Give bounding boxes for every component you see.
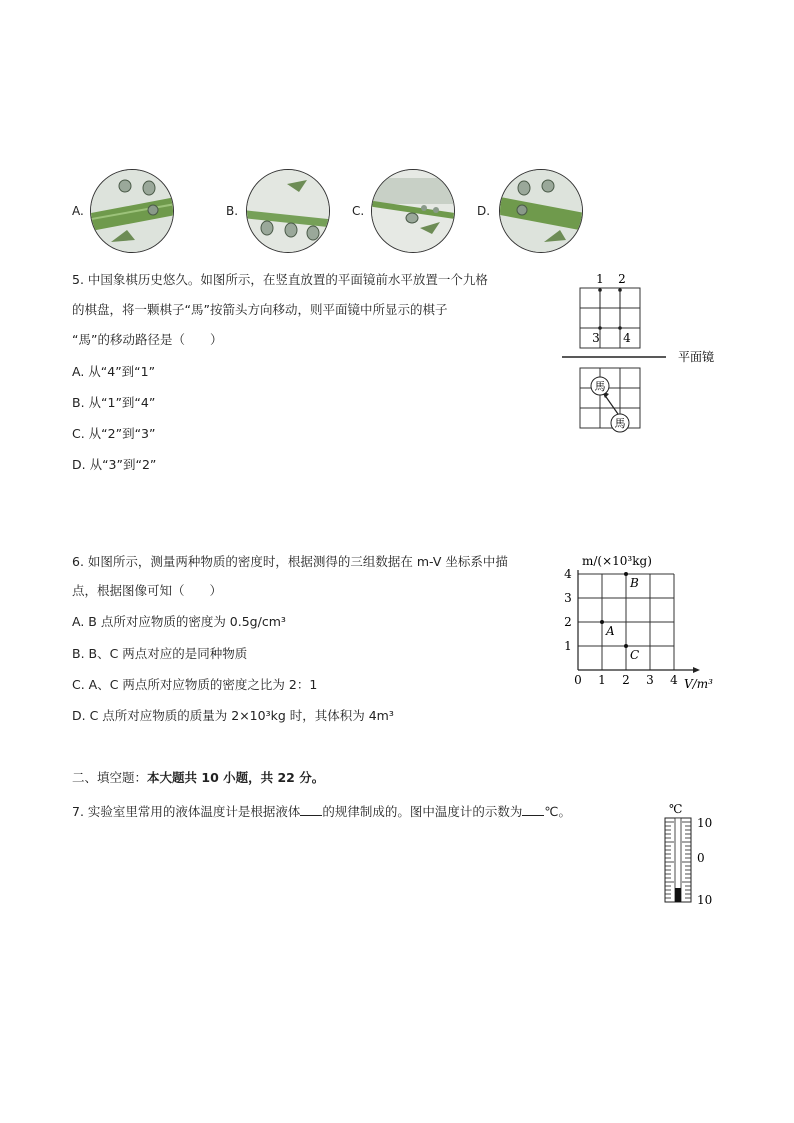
- y-tick-label: 1: [564, 639, 572, 653]
- x-axis-label: V/m³: [684, 677, 713, 691]
- x-tick-label: 2: [622, 673, 630, 687]
- y-tick-label: 2: [564, 615, 572, 629]
- thermometer-svg: [655, 800, 725, 910]
- q5-mirror-figure: [560, 270, 730, 435]
- x-tick-label: 4: [670, 673, 678, 687]
- data-point-a: [600, 620, 604, 624]
- data-point-b: [624, 572, 628, 576]
- q6-mv-chart: [560, 548, 730, 693]
- q6-option-d[interactable]: D. C 点所对应物质的质量为 2×10³kg 时，其体积为 4m³: [72, 708, 394, 723]
- x-tick-label: 3: [646, 673, 654, 687]
- q5-label-1: 1: [596, 272, 604, 286]
- q7-text-1: 7. 实验室里常用的液体温度计是根据液体: [72, 804, 301, 819]
- q4-option-c-image[interactable]: [371, 169, 455, 253]
- q5-label-2: 2: [618, 272, 626, 286]
- thermometer-bottom-label: 10: [697, 893, 713, 907]
- q5-figure-svg: [560, 270, 730, 435]
- q5-option-b[interactable]: B. 从“1”到“4”: [72, 395, 156, 410]
- q5-option-c[interactable]: C. 从“2”到“3”: [72, 426, 156, 441]
- q5-piece-start: 馬: [594, 380, 606, 393]
- q5-stem-line-3: “馬”的移动路径是（ ）: [72, 332, 223, 347]
- y-tick-label: 4: [564, 567, 572, 581]
- data-point-label-b: B: [630, 576, 639, 590]
- q5-stem-line-2: 的棋盘，将一颗棋子“馬”按箭头方向移动，则平面镜中所显示的棋子: [72, 302, 448, 317]
- q6-option-c[interactable]: C. A、C 两点所对应物质的密度之比为 2：1: [72, 677, 318, 692]
- thermometer-liquid: [675, 888, 681, 902]
- y-axis-label: m/(×10³kg): [582, 554, 652, 568]
- data-point-label-a: A: [606, 624, 615, 638]
- q4-option-a-label[interactable]: A.: [72, 204, 84, 218]
- q5-option-a[interactable]: A. 从“4”到“1”: [72, 364, 156, 379]
- q4-option-a-image[interactable]: [90, 169, 174, 253]
- section-2-description: 本大题共 10 小题，共 22 分。: [147, 770, 325, 785]
- q5-mirror-label: 平面镜: [678, 350, 715, 364]
- q4-option-b-image[interactable]: [246, 169, 330, 253]
- section-2-prefix: 二、填空题：: [72, 770, 148, 785]
- q6-stem-line-1: 6. 如图所示，测量两种物质的密度时，根据测得的三组数据在 m-V 坐标系中描: [72, 554, 508, 569]
- data-point-label-c: C: [630, 648, 640, 662]
- x-tick-label: 1: [598, 673, 606, 687]
- q4-option-d-image[interactable]: [499, 169, 583, 253]
- q5-label-3: 3: [592, 331, 600, 345]
- section-2-heading: [72, 770, 324, 786]
- q7-thermometer: [655, 800, 725, 910]
- q6-chart-svg: [560, 548, 730, 693]
- x-tick-label: 0: [574, 673, 582, 687]
- q6-option-b[interactable]: B. B、C 两点对应的是同种物质: [72, 646, 248, 661]
- q7-text-3: ℃。: [544, 804, 571, 819]
- data-point-c: [624, 644, 628, 648]
- q6-stem-line-2: 点，根据图像可知（ ）: [72, 583, 223, 598]
- question-7-stem: [72, 803, 571, 820]
- q7-text-2: 的规律制成的。图中温度计的示数为: [322, 804, 523, 819]
- q5-label-4: 4: [623, 331, 631, 345]
- q5-option-d[interactable]: D. 从“3”到“2”: [72, 457, 157, 472]
- q4-option-c-label[interactable]: C.: [352, 204, 365, 218]
- thermometer-zero-label: 0: [697, 851, 705, 865]
- q7-blank-1[interactable]: [300, 803, 322, 816]
- thermometer-top-label: 10: [697, 816, 713, 830]
- y-tick-label: 3: [564, 591, 572, 605]
- q4-option-b-label[interactable]: B.: [226, 204, 239, 218]
- q5-piece-end: 馬: [614, 417, 626, 430]
- q7-blank-2[interactable]: [522, 803, 544, 816]
- q4-option-d-label[interactable]: D.: [477, 204, 491, 218]
- q6-option-a[interactable]: A. B 点所对应物质的密度为 0.5g/cm³: [72, 614, 286, 629]
- q5-stem-line-1: 5. 中国象棋历史悠久。如图所示，在竖直放置的平面镜前水平放置一个九格: [72, 272, 488, 287]
- thermometer-unit: ℃: [669, 802, 683, 816]
